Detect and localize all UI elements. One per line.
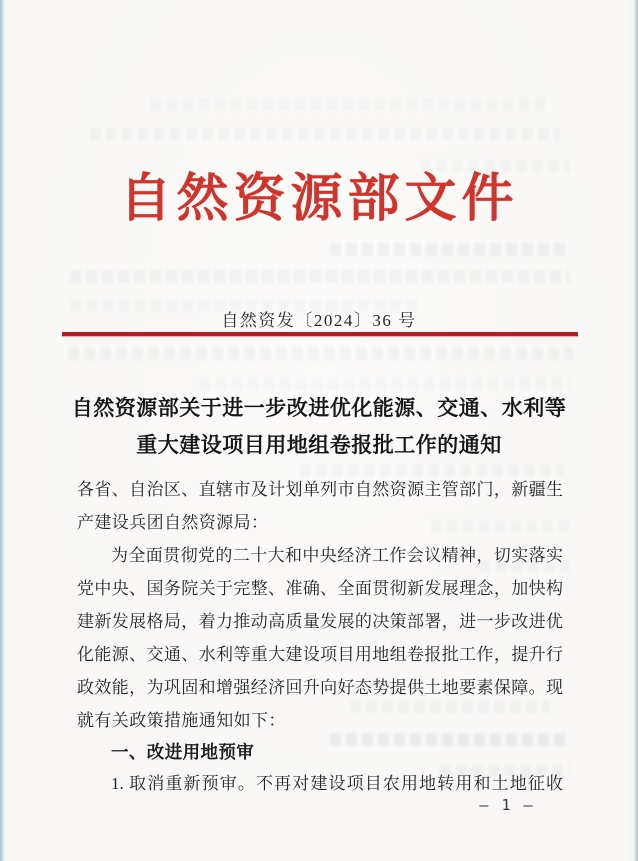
- notice-title-line1: 自然资源部关于进一步改进优化能源、交通、水利等: [71, 396, 567, 420]
- bleed-through-texture: [300, 464, 565, 477]
- notice-title-line2: 重大建设项目用地组卷报批工作的通知: [136, 433, 502, 457]
- scan-edge-right: [634, 0, 638, 861]
- bleed-through-texture: [90, 128, 560, 141]
- bleed-through-texture: [330, 243, 565, 256]
- bleed-through-texture: [200, 377, 570, 390]
- body-line: 为全面贯彻党的二十大和中央经济工作会议精神，切实落实: [111, 546, 563, 565]
- salutation-line: 各省、自治区、直辖市及计划单列市自然资源主管部门，新疆生: [77, 480, 563, 499]
- body-line: 政效能，为巩固和增强经济回升向好态势提供土地要素保障。现: [77, 678, 563, 697]
- red-separator-rule: [62, 332, 578, 336]
- body-line: 党中央、国务院关于完整、准确、全面贯彻新发展理念，加快构: [77, 579, 563, 598]
- document-number: 自然资发〔2024〕36 号: [221, 311, 417, 330]
- body-line: 建新发展格局，着力推动高质量发展的决策部署，进一步改进优: [77, 612, 563, 631]
- body-line: 就有关政策措施通知如下：: [77, 711, 286, 730]
- scan-edge-left: [0, 0, 5, 861]
- bleed-through-texture: [70, 270, 570, 283]
- section-heading: 一、改进用地预审: [111, 742, 255, 762]
- bleed-through-texture: [150, 98, 550, 111]
- body-line: 1. 取消重新预审。不再对建设项目农用地转用和土地征收: [111, 774, 563, 793]
- body-line: 化能源、交通、水利等重大建设项目用地组卷报批工作，提升行: [77, 645, 563, 664]
- bleed-through-texture: [68, 347, 573, 360]
- notice-title: [40, 390, 598, 464]
- letterhead-title: 自然资源部文件: [119, 171, 519, 228]
- salutation-line: 产建设兵团自然资源局：: [77, 513, 269, 532]
- page-number: — 1 —: [479, 796, 535, 814]
